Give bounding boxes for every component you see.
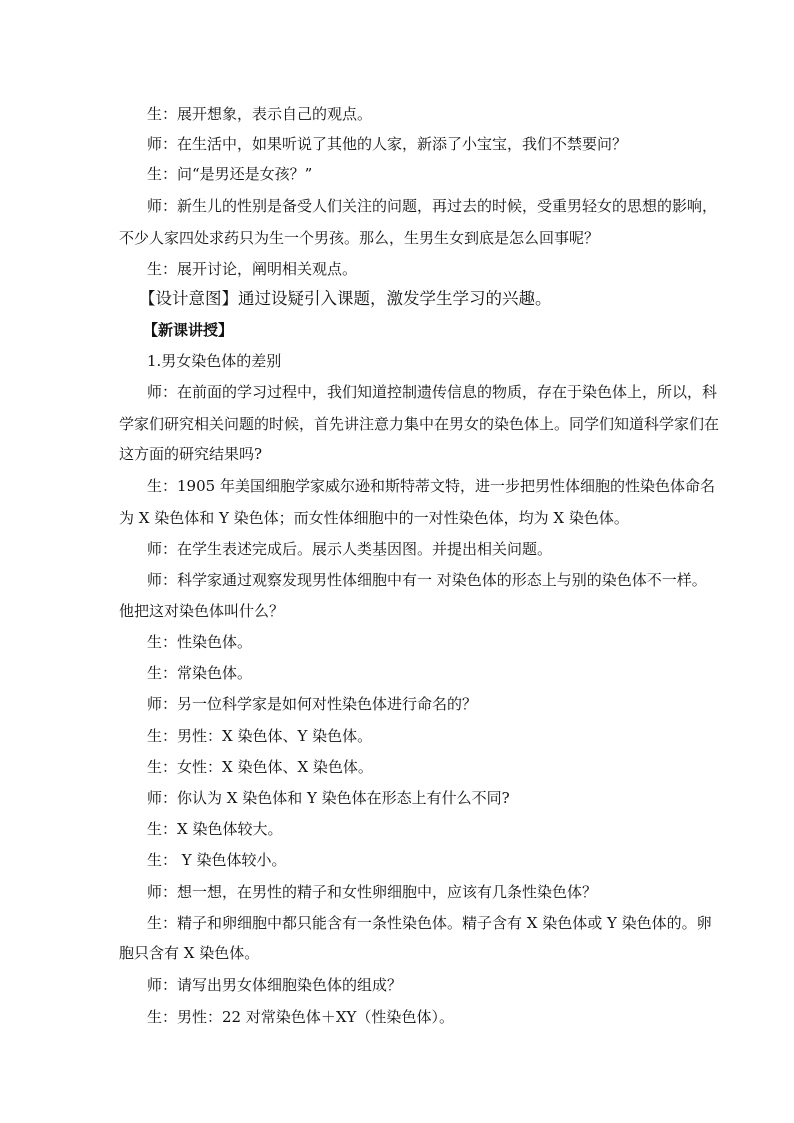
dialogue-line: 生：精子和卵细胞中都只能含有一条性染色体。精子含有 X 染色体或 Y 染色体的。卵 <box>147 914 712 932</box>
dialogue-line: 师：请写出男女体细胞染色体的组成？ <box>147 976 403 994</box>
dialogue-line: 师：在前面的学习过程中，我们知道控制遗传信息的物质，存在于染色体上，所以，科 <box>147 383 718 401</box>
design-intent: 【设计意图】通过设疑引入课题，激发学生学习的兴趣。 <box>139 289 552 308</box>
dialogue-line: 师：新生儿的性别是备受人们关注的问题，再过去的时候，受重男轻女的思想的影响， <box>147 197 718 215</box>
dialogue-line: 生：问“是男还是女孩？” <box>147 165 313 183</box>
dialogue-line: 师：另一位科学家是如何对性染色体进行命名的？ <box>147 695 478 713</box>
dialogue-line: 师：科学家通过观察发现男性体细胞中有一 对染色体的形态上与别的染色体不一样。 <box>147 571 707 589</box>
dialogue-line: 这方面的研究结果吗? <box>119 445 263 463</box>
section-heading: 【新课讲授】 <box>143 321 234 339</box>
dialogue-line: 他把这对染色体叫什么？ <box>119 602 285 620</box>
dialogue-line: 师：想一想，在男性的精子和女性卵细胞中，应该有几条性染色体？ <box>147 883 598 901</box>
dialogue-line: 胞只含有 X 染色体。 <box>119 944 260 962</box>
dialogue-line: 不少人家四处求药只为生一个男孩。那么，生男生女到底是怎么回事呢？ <box>119 229 600 247</box>
dialogue-line: 生：性染色体。 <box>147 633 253 651</box>
dialogue-line: 学家们研究相关问题的时候，首先讲注意力集中在男女的染色体上。同学们知道科学家们在 <box>119 415 720 433</box>
dialogue-line: 生：常染色体。 <box>147 664 253 682</box>
dialogue-line: 为 X 染色体和 Y 染色体；而女性体细胞中的一对性染色体，均为 X 染色体。 <box>119 509 629 527</box>
dialogue-line: 师：在生活中，如果听说了其他的人家，新添了小宝宝，我们不禁要问？ <box>147 135 628 153</box>
dialogue-line: 生：展开讨论，阐明相关观点。 <box>147 260 358 278</box>
dialogue-line: 师：在学生表述完成后。展示人类基因图。并提出相关问题。 <box>147 540 553 558</box>
dialogue-line: 生：展开想象，表示自己的观点。 <box>147 105 373 123</box>
dialogue-line: 生：男性：22 对常染色体＋XY（性染色体）。 <box>147 1008 454 1026</box>
dialogue-line: 生：X 染色体较大。 <box>147 820 283 838</box>
dialogue-line: 生：女性：X 染色体、X 染色体。 <box>147 758 373 776</box>
dialogue-line: 生：1905 年美国细胞学家威尔逊和斯特蒂文特，进一步把男性体细胞的性染色体命名 <box>147 477 715 495</box>
dialogue-line: 师：你认为 X 染色体和 Y 染色体在形态上有什么不同? <box>147 789 510 807</box>
dialogue-line: 生：男性：X 染色体、Y 染色体。 <box>147 727 373 745</box>
subheading: 1.男女染色体的差别 <box>147 352 282 370</box>
dialogue-line: 生： Y 染色体较小。 <box>147 851 287 869</box>
